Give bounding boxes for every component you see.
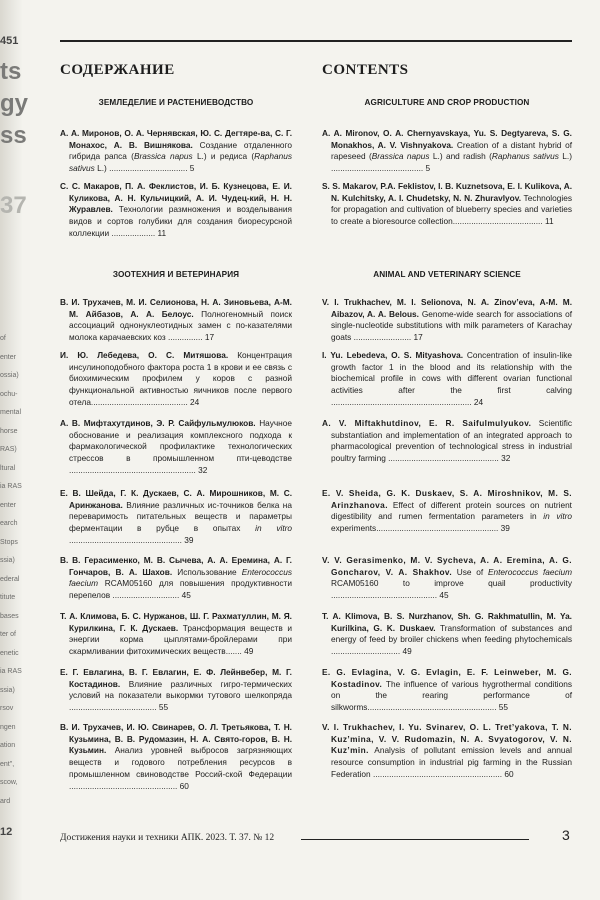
contents-entry [322,418,572,465]
margin-bleed-text: ts [0,58,22,85]
margin-bleed-fragment: horse [0,427,18,435]
entry-title: Создание отдаленного гибрида рапса (Brassica napus L.) и редиса (Raphanus sativus L.) .................................. 5 [69,139,292,174]
entry-authors: V. I. Trukhachev, I. Yu. Svinarev, O. L. Tret’yakova, T. N. Kuz’mina, V. V. Rudomazin, N. A. Svyatogorov, V. N. Kuz’min. [322,722,572,756]
contents-entry [60,297,292,344]
entry-title: Concentration of insulin-like growth factor 1 in the blood and its relationship with the biochemical profile in cows with different ovarian functional activities after the first calving ............................................................. 24 [331,350,573,407]
section-title: ЗЕМЛЕДЕЛИЕ И РАСТЕНИЕВОДСТВО [98,98,254,107]
section-title: AGRICULTURE AND CROP PRODUCTION [364,98,530,107]
contents-entry [322,722,572,781]
margin-bleed-fragment: ngen [0,723,16,731]
margin-bleed-text: gy [0,90,29,117]
contents-heading-en: CONTENTS [322,62,409,78]
margin-bleed-text: ss [0,122,27,149]
contents-entry [60,350,292,409]
section-title: ЗООТЕХНИЯ И ВЕТЕРИНАРИЯ [112,270,240,279]
contents-entry [60,667,292,714]
entry-authors: С. С. Макаров, П. А. Феклистов, И. Б. Кузнецова, Е. И. Куликова, А. Н. Кульчицкий, А. И. Чудец-кий, Н. Н. Журавлев. [60,181,292,215]
contents-entry [60,128,292,175]
entry-title: Technologies for propagation and cultivation of blueberry species and varieties to create a bioresource collection....................................... 11 [331,192,572,227]
contents-entry [60,555,292,602]
margin-bleed-fragment: ent", [0,760,15,768]
contents-entry [60,611,292,658]
margin-bottom-number: 12 [0,826,13,838]
entry-title: Scientific substantiation and implementation of an integrated approach to pharmacological prevention of technological stress in industrial poultry farming ................................................ 32 [331,418,572,464]
margin-bleed-fragment: earch [0,520,18,527]
margin-bleed-fragment: ia RAS [0,483,22,490]
entry-title: Трансформация веществ и энергии корма цыплятами-бройлерами при скармливании фитохимических веществ....... 49 [69,622,292,657]
margin-bleed-fragment: ssia) [0,686,15,694]
entry-title: Влияние различных ис-точников белка на переваримость питательных веществ и параметры ферментации в рубце в опытах in vitro ................................................. 39 [69,499,293,545]
entry-authors: V. V. Gerasimenko, M. V. Sycheva, A. A. Eremina, A. G. Goncharov, V. A. Shakhov. [322,555,572,577]
margin-bleed-fragment: ltural [0,464,16,472]
margin-bleed-fragment: ia RAS [0,668,22,675]
entry-authors: В. И. Трухачев, М. И. Селионова, Н. А. Зиновьева, А-М. М. Айбазов, А. А. Белоус. [60,297,292,319]
entry-authors: А. А. Миронов, О. А. Чернявская, Ю. С. Дегтяре-ва, С. Г. Монахос, А. В. Вишнякова. [60,128,292,150]
entry-authors: Е. В. Шейда, Г. К. Дускаев, С. А. Мирошников, М. С. Аринжанова. [60,488,292,510]
entry-title: Анализ уровней выбросов загрязняющих веществ и годового потребления ресурсов в промышленном свиноводстве Россий-ской Федерации ............................................... 60 [69,745,292,791]
contents-entry [322,350,572,409]
margin-bleed-fragment: ard [0,797,11,805]
margin-bleed-fragment: Stops [0,538,18,546]
entry-authors: I. Yu. Lebedeva, O. S. Mityashova. [322,350,464,360]
entry-authors: В. И. Трухачев, И. Ю. Свинарев, О. Л. Третьякова, Т. Н. Кузьмина, В. В. Рудомазин, Н. А. Свято-горов, В. Н. Кузьмин. [60,722,292,756]
entry-authors: Е. Г. Евлагина, В. Г. Евлагин, Е. Ф. Лейнвебер, М. Г. Костадинов. [60,667,292,689]
entry-authors: E. G. Evlagina, V. G. Evlagin, E. F. Leinweber, M. G. Kostadinov. [322,667,572,689]
entry-authors: A. A. Mironov, O. A. Chernyavskaya, Yu. S. Degtyareva, S. G. Monakhos, A. V. Vishnyakova. [322,128,572,150]
contents-entry [60,488,292,547]
contents-entry [322,128,572,175]
margin-bleed-fragment: RAS) [0,446,17,453]
margin-bleed-fragment: of [0,335,6,342]
contents-entry [60,181,292,240]
entry-title: Концентрация инсулиноподобного фактора роста 1 в крови и ее связь с биохимическим профилем у коров с разной функциональной активностью яичников после первого отела.......................................... 24 [69,350,292,407]
margin-bleed-fragment: bases [0,612,19,620]
entry-authors: E. V. Sheida, G. K. Duskaev, S. A. Miroshnikov, M. S. Arinzhanova. [322,488,572,510]
contents-entry [322,181,572,228]
margin-bleed-text: 37 [0,192,27,219]
entry-title: The influence of various hygrothermal conditions on the rearing performance of silkworms........................................................ 55 [331,678,572,713]
margin-bleed-fragment: enter [0,353,16,361]
journal-footer: Достижения науки и техники АПК. 2023. Т. 37. № 12 [60,833,275,843]
contents-entry [322,555,572,602]
contents-entry [322,297,572,344]
entry-title: Creation of a distant hybrid of rapeseed (Brassica napus L.) and radish (Raphanus sativus L.) ........................................ 5 [331,139,572,174]
margin-bleed-fragment: ossia) [0,372,19,379]
footer-rule [301,839,529,840]
margin-bleed-fragment: ation [0,742,16,749]
top-rule [60,40,572,42]
contents-entry [60,722,292,792]
margin-bleed-fragment: ochu- [0,390,18,398]
entry-title: Effect of different protein sources on nutrient digestibility and rumen fermentation parameters in in vitro experiments..................................................... 39 [331,499,573,534]
entry-title: Научное обоснование и реализация комплексного подхода к фармакологической профилактике технологических стрессов в промышленном пти-цеводстве ....................................................... 32 [69,418,292,475]
entry-authors: T. A. Klimova, B. S. Nurzhanov, Sh. G. Rakhmatullin, M. Ya. Kurilkina, G. K. Duskaev. [322,611,572,633]
entry-title: Технологии размножения и возделывания видов и сортов голубики для создания биоресурсной коллекции ................... 11 [69,204,292,238]
margin-top-number: 451 [0,35,19,47]
margin-bleed-fragment: scow, [0,779,18,786]
margin-bleed-fragment: ter of [0,631,16,638]
entry-title: Use of Enterococcus faecium RCAM05160 to improve quail productivity .............................................. 45 [331,566,572,601]
contents-entry [322,488,572,535]
contents-entry [60,418,292,477]
entry-authors: В. В. Герасименко, М. В. Сычева, А. А. Еремина, А. Г. Гончаров, В. А. Шахов. [60,555,292,577]
margin-bleed-fragment: rsov [0,705,14,712]
contents-heading-ru: СОДЕРЖАНИЕ [60,62,175,78]
entry-authors: А. В. Мифтахутдинов, Э. Р. Сайфульмулюков. [60,418,256,428]
entry-authors: V. I. Trukhachev, M. I. Selionova, N. A. Zinov’eva, A-M. M. Aibazov, A. A. Belous. [322,297,572,319]
entry-authors: И. Ю. Лебедева, О. С. Митяшова. [60,350,229,360]
previous-page-margin [0,0,29,900]
entry-authors: S. S. Makarov, P.A. Feklistov, I. B. Kuznetsova, E. I. Kulikova, A. N. Kulchitsky, A. I. Chudetsky, N. N. Zhuravlyov. [322,181,572,203]
entry-title: Влияние различных гигро-термических условий на показатели выкормки тутового шелкопряда ...................................... 55 [69,678,292,713]
entry-authors: Т. А. Климова, Б. С. Нуржанов, Ш. Г. Рахматуллин, М. Я. Курилкина, Г. К. Дускаев. [60,611,292,633]
contents-entry [322,611,572,658]
entry-title: Полногеномный поиск ассоциаций однонуклеотидных замен с по-казателями молока карачаевских коз ............... 17 [69,308,292,343]
section-title: ANIMAL AND VETERINARY SCIENCE [373,270,521,279]
entry-authors: A. V. Miftakhutdinov, E. R. Saifulmulyukov. [322,418,532,428]
margin-bleed-fragment: enetic [0,649,19,657]
margin-bleed-fragment: ederal [0,575,20,583]
contents-entry [322,667,572,714]
entry-title: Использование Enterococcus faecium RCAM05160 для повышения продуктивности перепелов ............................. 45 [69,566,292,601]
margin-bleed-fragment: enter [0,501,16,509]
margin-bleed-fragment: ssia) [0,557,15,564]
entry-title: Genome-wide search for associations of single-nucleotide substitutions with milk parameters of Karachay goats ......................... 17 [331,308,573,343]
margin-bleed-fragment: mental [0,409,22,416]
entry-title: Transformation of substances and energy of feed by broiler chickens when feeding phytochemicals .............................. 49 [331,622,572,657]
page-number: 3 [562,827,570,843]
entry-title: Analysis of pollutant emission levels and annual resource consumption in industrial pig farming in the Russian Federation ........................................................ 60 [331,745,572,779]
margin-bleed-fragment: titute [0,594,16,601]
